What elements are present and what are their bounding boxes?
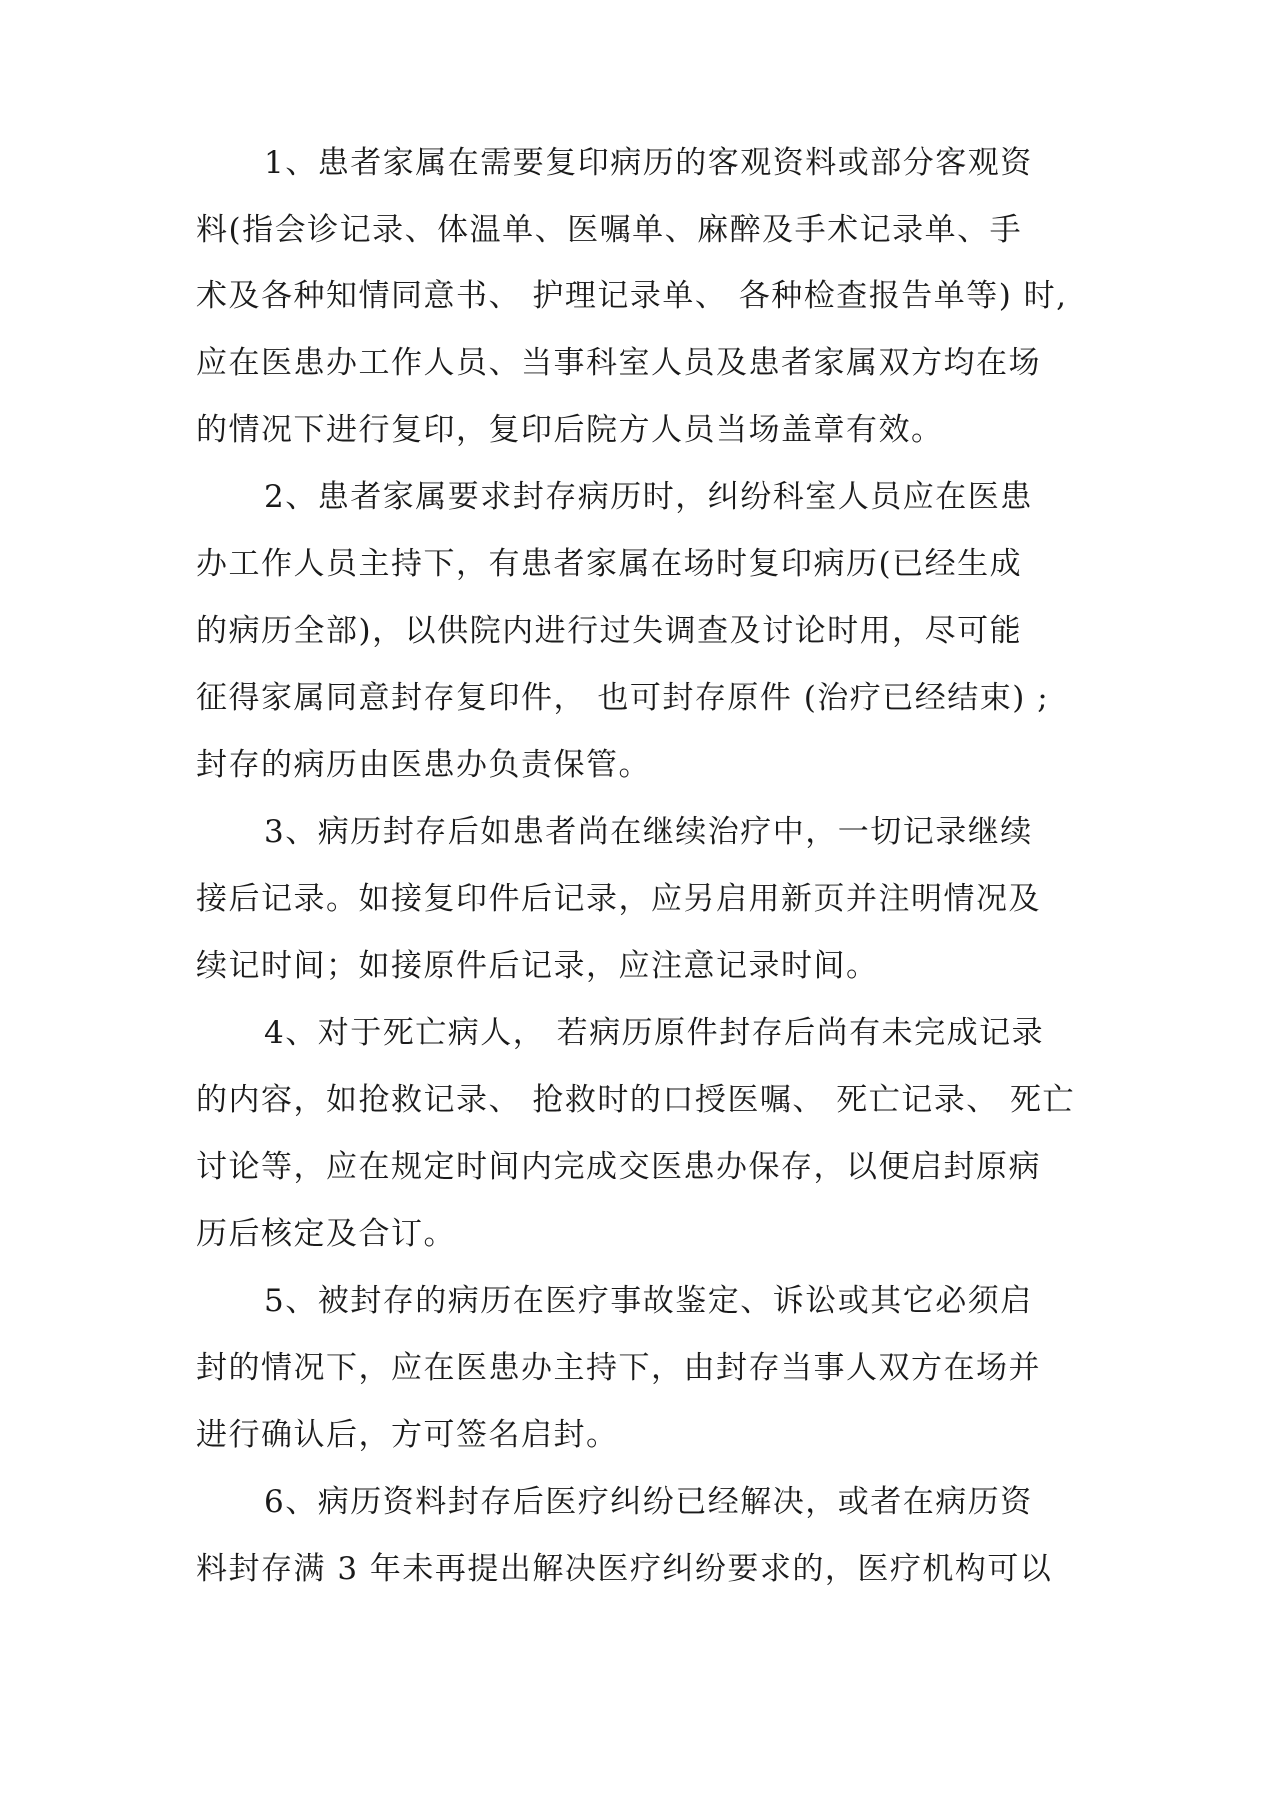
text-line: 征得家属同意封存复印件， 也可封存原件 (治疗已经结束) ;: [196, 680, 1050, 716]
text-line: 接后记录。如接复印件后记录，应另启用新页并注明情况及: [196, 881, 1041, 917]
text-line: 办工作人员主持下，有患者家属在场时复印病历(已经生成: [196, 546, 1023, 582]
text-line: 封的情况下，应在医患办主持下，由封存当事人双方在场并: [196, 1350, 1041, 1386]
text-line: 的情况下进行复印，复印后院方人员当场盖章有效。: [196, 412, 944, 448]
text-line: 术及各种知情同意书、 护理记录单、 各种检查报告单等) 时,: [196, 278, 1068, 314]
text-line: 应在医患办工作人员、当事科室人员及患者家属双方均在场: [196, 345, 1041, 381]
text-line: 料封存满 3 年未再提出解决医疗纠纷要求的，医疗机构可以: [196, 1551, 1053, 1587]
text-line: 2、患者家属要求封存病历时，纠纷科室人员应在医患: [264, 479, 1033, 515]
text-line: 3、病历封存后如患者尚在继续治疗中，一切记录继续: [264, 814, 1033, 850]
text-line: 封存的病历由医患办负责保管。: [196, 747, 651, 783]
text-line: 料(指会诊记录、体温单、医嘱单、麻醉及手术记录单、手: [196, 212, 1023, 248]
text-line: 的内容，如抢救记录、 抢救时的口授医嘱、 死亡记录、 死亡: [196, 1082, 1076, 1118]
text-line: 4、对于死亡病人， 若病历原件封存后尚有未完成记录: [264, 1015, 1045, 1051]
text-line: 5、被封存的病历在医疗事故鉴定、诉讼或其它必须启: [264, 1283, 1033, 1319]
text-line: 的病历全部)，以供院内进行过失调查及讨论时用，尽可能: [196, 613, 1023, 649]
text-line: 历后核定及合订。: [196, 1216, 456, 1252]
text-line: 6、病历资料封存后医疗纠纷已经解决，或者在病历资: [264, 1484, 1033, 1520]
text-line: 1、患者家属在需要复印病历的客观资料或部分客观资: [264, 145, 1033, 181]
text-line: 进行确认后，方可签名启封。: [196, 1417, 619, 1453]
text-line: 续记时间；如接原件后记录，应注意记录时间。: [196, 948, 879, 984]
text-line: 讨论等，应在规定时间内完成交医患办保存，以便启封原病: [196, 1149, 1041, 1185]
